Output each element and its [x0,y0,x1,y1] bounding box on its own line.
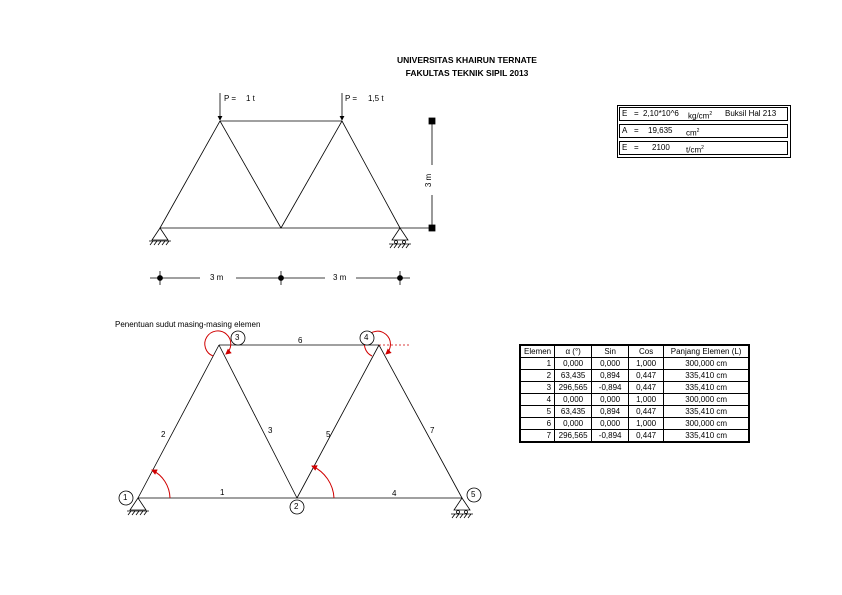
element-6-label: 6 [298,336,303,345]
element-5-line [297,345,379,498]
node-2-label: 2 [294,502,299,511]
angle-arcs [152,331,390,498]
load-2-value: 1,5 t [368,94,384,103]
university-title: UNIVERSITAS KHAIRUN TERNATE [397,55,537,65]
node-4-label: 4 [364,333,369,342]
pin-support [149,228,171,245]
table-row: 3 296,565 -0,894 0,447 335,410 cm [520,382,749,394]
property-row: A = 19,635 $cm^2$ [619,124,788,138]
element-table [519,344,750,443]
element-2-label: 2 [161,430,166,439]
table-row: 2 63,435 0,894 0,447 335,410 cm [520,370,749,382]
material-properties-box [617,105,791,158]
span-1-label: 3 m [210,273,224,282]
element-1-label: 1 [220,488,225,497]
element-7-label: 7 [430,426,435,435]
element-7-line [379,345,462,498]
element-4-label: 4 [392,489,397,498]
truss-diagonal [281,121,342,228]
table-row: 6 0,000 0,000 1,000 300,000 cm [520,418,749,430]
load-1-value: 1 t [246,94,255,103]
load-1-label: P = [224,94,237,103]
angle-section-title: Penentuan sudut masing-masing elemen [115,320,261,329]
load-2-label: P = [345,94,358,103]
truss-diagonal [220,121,281,228]
node-5-label: 5 [471,490,476,499]
element-5-label: 5 [326,430,331,439]
faculty-title: FAKULTAS TEKNIK SIPIL 2013 [405,68,529,78]
property-row: E = 2,10*10^6 $kg/cm^2$ Buksil Hal 213 [619,107,788,121]
table-header-row: Elemen α (°) Sin Cos Panjang Elemen (L) [520,345,749,358]
span-2-label: 3 m [333,273,347,282]
roller-support [389,228,411,248]
node-1-label: 1 [123,493,128,502]
table-row: 1 0,000 0,000 1,000 300,000 cm [520,358,749,370]
top-truss [160,121,400,228]
table-row: 7 296,565 -0,894 0,447 335,410 cm [520,430,749,443]
truss-diagonal [160,121,220,228]
angle-truss [138,345,462,498]
span-dimension [150,271,410,285]
element-3-label: 3 [268,426,273,435]
property-row: E = 2100 $t/cm^2$ [619,141,788,155]
element-3-line [219,345,297,498]
table-row: 5 63,435 0,894 0,447 335,410 cm [520,406,749,418]
table-row: 4 0,000 0,000 1,000 300,000 cm [520,394,749,406]
element-2-line [138,345,219,498]
node-3-label: 3 [235,333,240,342]
truss-diagonal [342,121,400,228]
height-label: 3 m [424,173,434,188]
